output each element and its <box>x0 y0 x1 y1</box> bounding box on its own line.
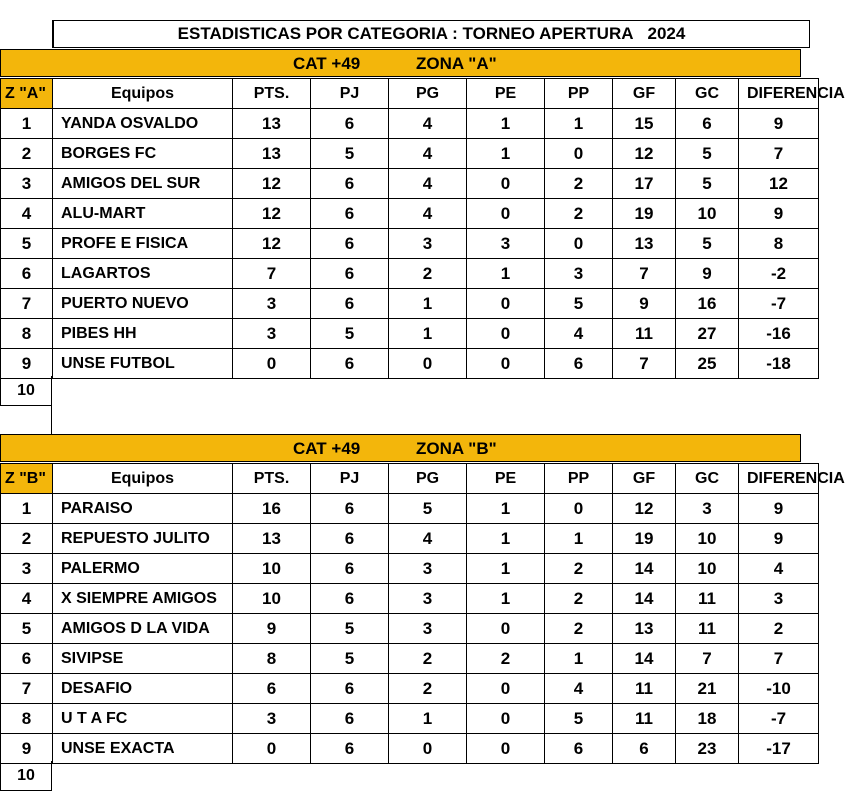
position-cell: 5 <box>1 614 53 644</box>
stat-cell: 6 <box>311 349 389 379</box>
team-name-cell: UNSE FUTBOL <box>53 349 233 379</box>
stat-cell: 10 <box>233 584 311 614</box>
stat-cell: 11 <box>613 674 676 704</box>
stat-cell: 7 <box>676 644 739 674</box>
position-cell: 1 <box>1 109 53 139</box>
column-header: Equipos <box>53 464 233 494</box>
stat-cell: 6 <box>311 199 389 229</box>
stat-cell: 14 <box>613 644 676 674</box>
stat-cell: 14 <box>613 584 676 614</box>
stat-cell: 3 <box>545 259 613 289</box>
stat-cell: 4 <box>545 319 613 349</box>
table-row <box>1 674 819 704</box>
stat-cell: 0 <box>467 614 545 644</box>
stat-cell: 6 <box>545 349 613 379</box>
stat-cell: 4 <box>739 554 819 584</box>
stat-cell: 5 <box>676 169 739 199</box>
team-name-cell: PALERMO <box>53 554 233 584</box>
stat-cell: -2 <box>739 259 819 289</box>
stat-cell: 13 <box>233 109 311 139</box>
stat-cell: 23 <box>676 734 739 764</box>
stat-cell: 6 <box>233 674 311 704</box>
column-header: GF <box>613 79 676 109</box>
position-cell: 3 <box>1 554 53 584</box>
table-row <box>1 494 819 524</box>
team-name-cell: YANDA OSVALDO <box>53 109 233 139</box>
position-cell: 9 <box>1 734 53 764</box>
stat-cell: -7 <box>739 704 819 734</box>
stat-cell: 1 <box>467 494 545 524</box>
stat-cell: 10 <box>676 199 739 229</box>
stat-cell: 5 <box>545 704 613 734</box>
stat-cell: 4 <box>545 674 613 704</box>
table-row <box>1 734 819 764</box>
stat-cell: 1 <box>467 554 545 584</box>
zone-b-category: CAT +49 <box>293 439 361 458</box>
column-header: GC <box>676 464 739 494</box>
stat-cell: 25 <box>676 349 739 379</box>
stat-cell: 13 <box>233 139 311 169</box>
stat-cell: 18 <box>676 704 739 734</box>
column-header: GC <box>676 79 739 109</box>
team-name-cell: AMIGOS DEL SUR <box>53 169 233 199</box>
team-name-cell: SIVIPSE <box>53 644 233 674</box>
zone-label: Z "B" <box>1 464 53 494</box>
stat-cell: 7 <box>739 644 819 674</box>
stat-cell: 2 <box>389 259 467 289</box>
stat-cell: 1 <box>467 584 545 614</box>
stat-cell: 5 <box>676 229 739 259</box>
stat-cell: -7 <box>739 289 819 319</box>
team-name-cell: X SIEMPRE AMIGOS <box>53 584 233 614</box>
stat-cell: 4 <box>389 109 467 139</box>
table-row <box>1 289 819 319</box>
stat-cell: -10 <box>739 674 819 704</box>
table-row <box>1 704 819 734</box>
position-cell: 2 <box>1 139 53 169</box>
stat-cell: 0 <box>467 289 545 319</box>
stat-cell: 17 <box>613 169 676 199</box>
position-cell: 6 <box>1 259 53 289</box>
stat-cell: 1 <box>545 109 613 139</box>
stat-cell: 6 <box>311 734 389 764</box>
column-header: PG <box>389 79 467 109</box>
stat-cell: 2 <box>545 614 613 644</box>
team-name-cell: UNSE EXACTA <box>53 734 233 764</box>
sheet-title <box>52 20 810 48</box>
stat-cell: 27 <box>676 319 739 349</box>
stat-cell: 10 <box>676 554 739 584</box>
stat-cell: 5 <box>676 139 739 169</box>
stat-cell: 6 <box>545 734 613 764</box>
stat-cell: 3 <box>389 229 467 259</box>
stat-cell: 9 <box>613 289 676 319</box>
stat-cell: 0 <box>389 734 467 764</box>
stat-cell: 1 <box>389 704 467 734</box>
stat-cell: 0 <box>467 199 545 229</box>
stat-cell: 7 <box>233 259 311 289</box>
header-row <box>1 464 819 494</box>
column-header: PE <box>467 79 545 109</box>
stat-cell: 6 <box>311 169 389 199</box>
table-row <box>1 259 819 289</box>
table-row <box>1 229 819 259</box>
stat-cell: 9 <box>233 614 311 644</box>
stat-cell: 6 <box>311 704 389 734</box>
table-row <box>1 644 819 674</box>
stat-cell: 1 <box>467 524 545 554</box>
table-row <box>1 554 819 584</box>
stat-cell: 0 <box>467 674 545 704</box>
stat-cell: 0 <box>545 229 613 259</box>
zone-a-banner <box>0 49 801 77</box>
title-year: 2024 <box>647 24 686 43</box>
stat-cell: 7 <box>613 349 676 379</box>
column-header: PP <box>545 464 613 494</box>
zone-b-name: ZONA "B" <box>416 439 497 458</box>
stat-cell: 6 <box>311 109 389 139</box>
stat-cell: -16 <box>739 319 819 349</box>
team-name-cell: REPUESTO JULITO <box>53 524 233 554</box>
stat-cell: 5 <box>311 644 389 674</box>
stat-cell: 1 <box>545 524 613 554</box>
team-name-cell: DESAFIO <box>53 674 233 704</box>
stat-cell: 12 <box>233 199 311 229</box>
position-cell: 4 <box>1 199 53 229</box>
position-cell: 9 <box>1 349 53 379</box>
stat-cell: 11 <box>613 704 676 734</box>
stat-cell: 7 <box>739 139 819 169</box>
table-row <box>1 614 819 644</box>
stat-cell: 1 <box>389 289 467 319</box>
stat-cell: 9 <box>739 109 819 139</box>
table-row <box>1 169 819 199</box>
stat-cell: 13 <box>613 229 676 259</box>
stat-cell: 2 <box>389 674 467 704</box>
zone-a-category: CAT +49 <box>293 54 361 73</box>
stat-cell: 0 <box>467 169 545 199</box>
stat-cell: 2 <box>545 199 613 229</box>
stat-cell: 12 <box>233 169 311 199</box>
stat-cell: 3 <box>676 494 739 524</box>
column-header: PTS. <box>233 79 311 109</box>
stat-cell: 6 <box>311 554 389 584</box>
column-header: DIFERENCIA <box>739 464 819 494</box>
zone-a-name: ZONA "A" <box>416 54 497 73</box>
stat-cell: 1 <box>467 259 545 289</box>
position-cell: 4 <box>1 584 53 614</box>
stat-cell: 0 <box>545 494 613 524</box>
position-cell: 8 <box>1 704 53 734</box>
stat-cell: 5 <box>545 289 613 319</box>
stat-cell: 6 <box>613 734 676 764</box>
stat-cell: 3 <box>233 289 311 319</box>
stat-cell: 0 <box>233 349 311 379</box>
stat-cell: 15 <box>613 109 676 139</box>
stat-cell: 12 <box>613 139 676 169</box>
table-row <box>1 349 819 379</box>
stat-cell: 11 <box>676 614 739 644</box>
stat-cell: 7 <box>613 259 676 289</box>
stat-cell: 6 <box>676 109 739 139</box>
stat-cell: 0 <box>233 734 311 764</box>
stat-cell: 9 <box>676 259 739 289</box>
position-cell: 6 <box>1 644 53 674</box>
team-name-cell: PROFE E FISICA <box>53 229 233 259</box>
stat-cell: 0 <box>545 139 613 169</box>
stat-cell: 3 <box>389 614 467 644</box>
stat-cell: 2 <box>389 644 467 674</box>
stat-cell: 1 <box>467 109 545 139</box>
column-header: PJ <box>311 79 389 109</box>
stat-cell: 19 <box>613 524 676 554</box>
position-cell: 7 <box>1 674 53 704</box>
stat-cell: 6 <box>311 584 389 614</box>
stat-cell: 0 <box>467 734 545 764</box>
stat-cell: 9 <box>739 199 819 229</box>
stat-cell: 4 <box>389 199 467 229</box>
position-cell: 3 <box>1 169 53 199</box>
team-name-cell: LAGARTOS <box>53 259 233 289</box>
column-header: PE <box>467 464 545 494</box>
position-cell: 1 <box>1 494 53 524</box>
stat-cell: 5 <box>311 139 389 169</box>
stat-cell: 0 <box>467 319 545 349</box>
stat-cell: 3 <box>467 229 545 259</box>
stat-cell: 14 <box>613 554 676 584</box>
stat-cell: 5 <box>311 614 389 644</box>
header-row <box>1 79 819 109</box>
stat-cell: 2 <box>545 554 613 584</box>
stat-cell: 9 <box>739 494 819 524</box>
stat-cell: 4 <box>389 139 467 169</box>
stat-cell: 4 <box>389 524 467 554</box>
stat-cell: 11 <box>676 584 739 614</box>
zone-b-row-10: 10 <box>0 761 52 791</box>
stat-cell: 3 <box>233 704 311 734</box>
title-text: ESTADISTICAS POR CATEGORIA : TORNEO APERTURA <box>177 24 634 43</box>
stat-cell: 5 <box>389 494 467 524</box>
zone-a-row-10: 10 <box>0 376 52 406</box>
team-name-cell: U T A FC <box>53 704 233 734</box>
table-row <box>1 139 819 169</box>
stat-cell: 1 <box>389 319 467 349</box>
team-name-cell: BORGES FC <box>53 139 233 169</box>
stat-cell: -17 <box>739 734 819 764</box>
team-name-cell: PUERTO NUEVO <box>53 289 233 319</box>
column-header: DIFERENCIA <box>739 79 819 109</box>
stat-cell: -18 <box>739 349 819 379</box>
stat-cell: 19 <box>613 199 676 229</box>
stat-cell: 6 <box>311 229 389 259</box>
position-cell: 8 <box>1 319 53 349</box>
stat-cell: 2 <box>545 584 613 614</box>
stat-cell: 21 <box>676 674 739 704</box>
stat-cell: 8 <box>739 229 819 259</box>
table-row <box>1 199 819 229</box>
stat-cell: 13 <box>233 524 311 554</box>
zone-b-banner <box>0 434 801 462</box>
stat-cell: 6 <box>311 289 389 319</box>
stat-cell: 6 <box>311 524 389 554</box>
stat-cell: 12 <box>739 169 819 199</box>
position-cell: 7 <box>1 289 53 319</box>
team-name-cell: PARAISO <box>53 494 233 524</box>
stat-cell: 3 <box>233 319 311 349</box>
stat-cell: 12 <box>233 229 311 259</box>
stat-cell: 6 <box>311 494 389 524</box>
column-header: Equipos <box>53 79 233 109</box>
team-name-cell: ALU-MART <box>53 199 233 229</box>
team-name-cell: PIBES HH <box>53 319 233 349</box>
stat-cell: 12 <box>613 494 676 524</box>
team-name-cell: AMIGOS D LA VIDA <box>53 614 233 644</box>
position-cell: 2 <box>1 524 53 554</box>
stat-cell: 6 <box>311 259 389 289</box>
table-row <box>1 524 819 554</box>
stat-cell: 9 <box>739 524 819 554</box>
table-row <box>1 319 819 349</box>
column-header: PP <box>545 79 613 109</box>
stat-cell: 3 <box>739 584 819 614</box>
stat-cell: 11 <box>613 319 676 349</box>
stat-cell: 0 <box>467 704 545 734</box>
stat-cell: 3 <box>389 554 467 584</box>
column-header: GF <box>613 464 676 494</box>
stat-cell: 10 <box>233 554 311 584</box>
table-row <box>1 584 819 614</box>
table-row <box>1 109 819 139</box>
stat-cell: 5 <box>311 319 389 349</box>
zone-label: Z "A" <box>1 79 53 109</box>
zone-b-standings-table <box>0 463 845 764</box>
stat-cell: 1 <box>467 139 545 169</box>
column-header: PJ <box>311 464 389 494</box>
stat-cell: 6 <box>311 674 389 704</box>
stat-cell: 0 <box>389 349 467 379</box>
zone-a-standings-table <box>0 78 845 379</box>
position-cell: 5 <box>1 229 53 259</box>
stat-cell: 2 <box>739 614 819 644</box>
stat-cell: 0 <box>467 349 545 379</box>
stat-cell: 13 <box>613 614 676 644</box>
stat-cell: 4 <box>389 169 467 199</box>
stat-cell: 2 <box>467 644 545 674</box>
column-header: PTS. <box>233 464 311 494</box>
stat-cell: 16 <box>233 494 311 524</box>
stat-cell: 8 <box>233 644 311 674</box>
stat-cell: 10 <box>676 524 739 554</box>
column-header: PG <box>389 464 467 494</box>
stat-cell: 16 <box>676 289 739 319</box>
stat-cell: 3 <box>389 584 467 614</box>
stat-cell: 2 <box>545 169 613 199</box>
stat-cell: 1 <box>545 644 613 674</box>
